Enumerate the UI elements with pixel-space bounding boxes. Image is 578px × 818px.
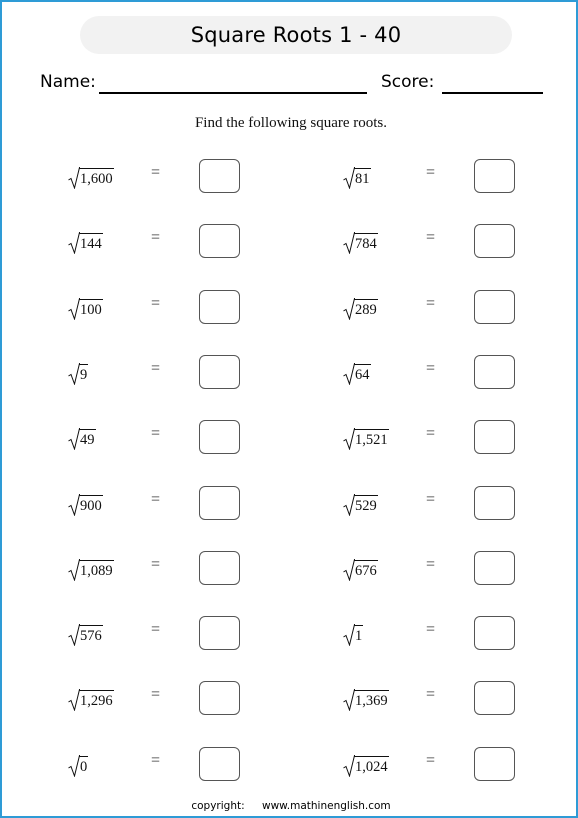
problem-row [277,418,557,454]
answer-box[interactable] [199,681,240,715]
problem-row [2,679,282,715]
answer-box[interactable] [474,420,515,454]
equals-sign: = [151,686,161,704]
square-root-expression [343,163,371,189]
square-root-expression [343,490,378,516]
equals-sign: = [151,751,161,769]
answer-box[interactable] [474,551,515,585]
equals-sign: = [426,555,436,573]
square-root-expression [68,490,103,516]
square-root-expression [68,359,88,385]
radicand: 1,296 [79,690,114,711]
radicand: 64 [354,364,371,385]
equals-sign: = [426,229,436,247]
problem-row [2,353,282,389]
answer-box[interactable] [199,551,240,585]
answer-box[interactable] [199,747,240,781]
equals-sign: = [151,229,161,247]
radicand: 100 [79,299,103,320]
page-title: Square Roots 1 - 40 [190,23,402,47]
answer-box[interactable] [474,616,515,650]
equals-sign: = [151,359,161,377]
square-root-expression [68,685,114,711]
answer-box[interactable] [199,486,240,520]
problem-row [277,288,557,324]
radicand: 576 [79,625,103,646]
name-label: Name: [40,72,96,92]
equals-sign: = [426,621,436,639]
equals-sign: = [151,621,161,639]
square-root-expression [68,751,88,777]
problem-row [277,157,557,193]
problem-row [277,745,557,781]
equals-sign: = [426,490,436,508]
square-root-expression [68,424,96,450]
equals-sign: = [426,425,436,443]
equals-sign: = [426,686,436,704]
equals-sign: = [151,294,161,312]
problem-row [277,484,557,520]
answer-box[interactable] [474,486,515,520]
radicand: 1,089 [79,560,114,581]
problem-row [2,222,282,258]
radicand: 1,600 [79,168,114,189]
square-root-expression [68,620,103,646]
radicand: 49 [79,429,96,450]
square-root-expression [68,228,103,254]
square-root-expression [343,228,378,254]
equals-sign: = [151,490,161,508]
square-root-expression [343,294,378,320]
radicand: 1,369 [354,690,389,711]
square-root-expression [343,620,363,646]
square-root-expression [68,555,114,581]
score-field[interactable] [442,92,543,94]
answer-box[interactable] [199,420,240,454]
score-label: Score: [381,72,435,92]
radicand: 289 [354,299,378,320]
answer-box[interactable] [474,224,515,258]
footer [2,800,578,812]
answer-box[interactable] [199,355,240,389]
radicand: 81 [354,168,371,189]
radicand: 784 [354,233,378,254]
radicand: 0 [79,756,88,777]
square-root-expression [343,555,378,581]
equals-sign: = [426,294,436,312]
answer-box[interactable] [199,159,240,193]
radicand: 144 [79,233,103,254]
problem-row [2,418,282,454]
problem-row [2,288,282,324]
problem-row [277,549,557,585]
equals-sign: = [426,164,436,181]
square-root-expression [343,424,389,450]
problem-row [2,745,282,781]
square-root-expression [343,751,389,777]
answer-box[interactable] [474,681,515,715]
answer-box[interactable] [199,224,240,258]
title-banner [80,16,512,54]
equals-sign: = [151,555,161,573]
radicand: 9 [79,364,88,385]
problem-row [277,679,557,715]
radicand: 529 [354,495,378,516]
square-root-expression [68,294,103,320]
problem-row [2,614,282,650]
name-field[interactable] [99,92,367,94]
problem-row [2,484,282,520]
problem-row [2,157,282,193]
square-root-expression [68,163,114,189]
answer-box[interactable] [199,290,240,324]
copyright-label: copyright: [191,800,245,812]
answer-box[interactable] [199,616,240,650]
equals-sign: = [426,751,436,769]
equals-sign: = [426,359,436,377]
radicand: 1,521 [354,429,389,450]
footer-url: www.mathinenglish.com [261,800,391,812]
answer-box[interactable] [474,355,515,389]
instructions: Find the following square roots. [194,115,388,131]
problem-row [277,353,557,389]
answer-box[interactable] [474,747,515,781]
radicand: 1,024 [354,756,389,777]
radicand: 900 [79,495,103,516]
radicand: 676 [354,560,378,581]
problem-row [277,614,557,650]
square-root-expression [343,685,389,711]
radicand: 1 [354,625,363,646]
square-root-expression [343,359,371,385]
name-score-row [40,72,545,96]
equals-sign: = [151,425,161,443]
answer-box[interactable] [474,290,515,324]
equals-sign: = [151,164,161,181]
answer-box[interactable] [474,159,515,193]
problem-row [2,549,282,585]
problem-row [277,222,557,258]
